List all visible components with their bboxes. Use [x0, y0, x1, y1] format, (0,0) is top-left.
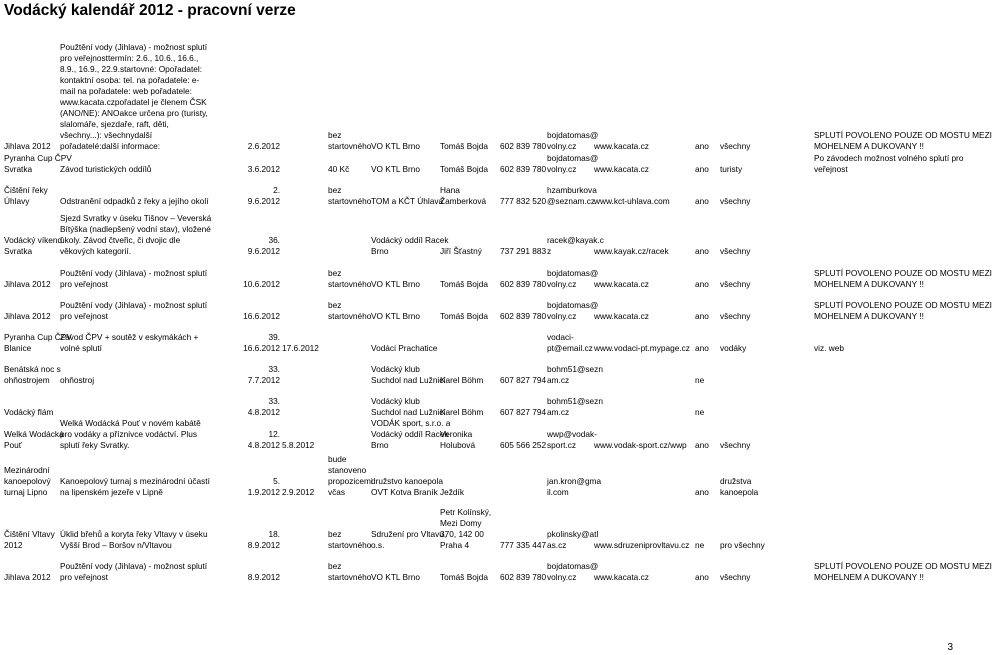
cell-d1: 8.9.2012	[247, 572, 280, 582]
cell-desc: Kanoepolový turnaj s mezinárodní účastí	[60, 476, 210, 486]
cell-desc: kontaktní osoba: tel. na pořadatele: e-	[60, 75, 200, 85]
cell-ano: ano	[695, 164, 709, 174]
cell-desc: Welká Wodácká Pouť v novém kabátě	[60, 418, 201, 428]
cell-for: všechny	[720, 246, 751, 256]
page-title: Vodácký kalendář 2012 - pracovní verze	[4, 2, 296, 19]
cell-ano: ano	[695, 487, 709, 497]
cell-d1: 4.8.2012	[247, 440, 280, 450]
cell-web: www.kayak.cz/racek	[594, 246, 669, 256]
cell-place: kanoepolový	[4, 476, 51, 486]
cell-desc: slalomáře, sjezdaře, raft, děti,	[60, 119, 169, 129]
cell-desc: mail na pořadatele: web pořadatele:	[60, 86, 192, 96]
cell-org: TOM a KČT Úhlava	[371, 196, 444, 206]
cell-email: pt@email.cz	[547, 343, 593, 353]
cell-org: VO KTL Brno	[371, 141, 421, 151]
cell-d1: 5.	[273, 476, 280, 486]
cell-person: Mezi Domy	[440, 518, 482, 528]
cell-note: SPLUTÍ POVOLENO POUZE OD MOSTU MEZI	[814, 268, 992, 278]
cell-phone: 737 291 883	[500, 246, 547, 256]
cell-fee: bez	[328, 185, 342, 195]
cell-person: Tomáš Bojda	[440, 164, 488, 174]
cell-place: Čištění řeky	[4, 185, 48, 195]
cell-org: Sdružení pro Vltavu,	[371, 529, 447, 539]
cell-fee: bez	[328, 529, 342, 539]
cell-person: 370, 142 00	[440, 529, 484, 539]
cell-place: Benátská noc s	[4, 364, 61, 374]
cell-email: bojdatomas@	[547, 561, 599, 571]
cell-org: VODÁK sport, s.r.o. a	[371, 418, 451, 428]
cell-desc: ohňostroj	[60, 375, 95, 385]
cell-for: všechny	[720, 311, 751, 321]
cell-for: všechny	[720, 440, 751, 450]
cell-place: Svratka	[4, 246, 33, 256]
cell-person: Petr Kolínský,	[440, 507, 492, 517]
cell-ano: ano	[695, 196, 709, 206]
cell-phone: 602 839 780	[500, 164, 547, 174]
cell-email: bohm51@sezn	[547, 396, 603, 406]
cell-email: volny.cz	[547, 311, 577, 321]
cell-desc: pro veřejnosttermín: 2.6., 10.6., 16.6.,	[60, 53, 199, 63]
cell-phone: 602 839 780	[500, 141, 547, 151]
cell-email: as.cz	[547, 540, 567, 550]
cell-org: OVT Kotva Braník	[371, 487, 438, 497]
cell-web: www.kacata.cz	[594, 141, 649, 151]
cell-place: Jihlava 2012	[4, 279, 51, 289]
cell-d1: 16.6.2012	[243, 311, 280, 321]
cell-d1: 4.8.2012	[247, 407, 280, 417]
cell-ano: ano	[695, 440, 709, 450]
cell-note: SPLUTÍ POVOLENO POUZE OD MOSTU MEZI	[814, 561, 992, 571]
cell-web: www.sdruzeniprovltavu.cz	[594, 540, 690, 550]
cell-email: z	[547, 246, 552, 256]
cell-person: Veronika	[440, 429, 473, 439]
cell-person: Tomáš Bojda	[440, 311, 488, 321]
cell-phone: 777 335 447	[500, 540, 547, 550]
cell-d1: 2.	[273, 185, 280, 195]
cell-for: všechny	[720, 279, 751, 289]
cell-for: všechny	[720, 141, 751, 151]
cell-desc: (ANO/NE): ANOakce určena pro (turisty,	[60, 108, 208, 118]
cell-desc: pro veřejnost	[60, 572, 108, 582]
cell-note: viz. web	[814, 343, 844, 353]
cell-note: SPLUTÍ POVOLENO POUZE OD MOSTU MEZI	[814, 300, 992, 310]
cell-email: racek@kayak.c	[547, 235, 604, 245]
cell-note: MOHELNEM A DUKOVANY !!	[814, 141, 924, 151]
cell-fee: startovného	[328, 279, 372, 289]
cell-email: bojdatomas@	[547, 130, 599, 140]
cell-place: Svratka	[4, 164, 33, 174]
cell-place: Vodácký flám	[4, 407, 54, 417]
cell-person: Jiří Šťastný	[440, 246, 482, 256]
cell-phone: 777 832 520	[500, 196, 547, 206]
cell-email: bohm51@sezn	[547, 364, 603, 374]
cell-place: Vodácký víkend	[4, 235, 63, 245]
cell-person: Tomáš Bojda	[440, 279, 488, 289]
cell-web: www.kacata.cz	[594, 279, 649, 289]
cell-for: družstva	[720, 476, 752, 486]
cell-person: Tomáš Bojda	[440, 141, 488, 151]
cell-fee: startovného	[328, 141, 372, 151]
cell-desc: všechny...): všechnydalší	[60, 130, 153, 140]
cell-fee: bez	[328, 130, 342, 140]
cell-desc: věkových kategorií.	[60, 246, 132, 256]
cell-org: o.s.	[371, 540, 385, 550]
cell-org: Brno	[371, 246, 389, 256]
cell-email: hzamburkova	[547, 185, 597, 195]
cell-org: VO KTL Brno	[371, 279, 421, 289]
cell-d1: 3.6.2012	[247, 164, 280, 174]
cell-email: bojdatomas@	[547, 300, 599, 310]
cell-web: www.vodaci-pt.mypage.cz	[594, 343, 690, 353]
cell-org: družstvo kanoepola	[371, 476, 443, 486]
cell-phone: 602 839 780	[500, 311, 547, 321]
cell-person: Karel Böhm	[440, 375, 484, 385]
cell-note: Po závodech možnost volného splutí pro	[814, 153, 964, 163]
cell-d1: 10.6.2012	[243, 279, 280, 289]
cell-d1: 9.6.2012	[247, 196, 280, 206]
cell-desc: Použtění vody (Jihlava) - možnost splutí	[60, 300, 208, 310]
cell-person: Hana	[440, 185, 460, 195]
cell-email: volny.cz	[547, 141, 577, 151]
cell-email: vodaci-	[547, 332, 574, 342]
cell-phone: 605 566 252	[500, 440, 547, 450]
cell-for: turisty	[720, 164, 743, 174]
cell-email: volny.cz	[547, 279, 577, 289]
cell-person: Holubová	[440, 440, 476, 450]
cell-desc: pro veřejnost	[60, 311, 108, 321]
cell-email: wwp@vodak-	[547, 429, 597, 439]
cell-desc: pořadatelé:další informace:	[60, 141, 161, 151]
cell-web: www.kacata.cz	[594, 311, 649, 321]
cell-for: vodáky	[720, 343, 747, 353]
cell-d1: 7.7.2012	[247, 375, 280, 385]
cell-email: am.cz	[547, 407, 570, 417]
cell-place: Mezinárodní	[4, 465, 50, 475]
cell-for: pro všechny	[720, 540, 765, 550]
cell-desc: na lipenském jezeře v Lipně	[60, 487, 163, 497]
cell-email: bojdatomas@	[547, 153, 599, 163]
cell-phone: 607 827 794	[500, 407, 547, 417]
cell-phone: 602 839 780	[500, 572, 547, 582]
cell-place: Jihlava 2012	[4, 311, 51, 321]
cell-org: Vodáci Prachatice	[371, 343, 438, 353]
cell-note: SPLUTÍ POVOLENO POUZE OD MOSTU MEZI	[814, 130, 992, 140]
cell-person: Žamberková	[440, 196, 487, 206]
cell-desc: www.kacata.czpořadatel je členem ČSK	[60, 97, 207, 107]
cell-note: MOHELNEM A DUKOVANY !!	[814, 572, 924, 582]
cell-desc: Použtění vody (Jihlava) - možnost splutí	[60, 561, 208, 571]
cell-email: pkolinsky@atl	[547, 529, 599, 539]
cell-desc: Úklid břehů a koryta řeky Vltavy v úseku	[60, 529, 208, 539]
cell-email: sport.cz	[547, 440, 577, 450]
cell-org: Suchdol nad Lužnicí	[371, 375, 446, 385]
cell-d1: 2.6.2012	[247, 141, 280, 151]
cell-fee: startovného	[328, 311, 372, 321]
cell-place: Úhlavy	[4, 196, 30, 206]
cell-org: Vodácký oddíl Racek	[371, 429, 449, 439]
cell-org: Brno	[371, 440, 389, 450]
cell-d1: 33.	[268, 396, 280, 406]
cell-d1: 33.	[268, 364, 280, 374]
cell-phone: 607 827 794	[500, 375, 547, 385]
cell-person: Praha 4	[440, 540, 470, 550]
cell-fee: 40 Kč	[328, 164, 350, 174]
cell-place: Pouť	[4, 440, 22, 450]
cell-email: volny.cz	[547, 572, 577, 582]
cell-ano: ne	[695, 540, 705, 550]
cell-desc: Použtění vody (Jihlava) - možnost splutí	[60, 268, 208, 278]
cell-note: veřejnost	[814, 164, 848, 174]
cell-org: Vodácký klub	[371, 396, 420, 406]
cell-web: www.kacata.cz	[594, 164, 649, 174]
cell-place: Čištění Vltavy	[4, 529, 55, 539]
cell-desc: Odstranění odpadků z řeky a jejího okolí	[60, 196, 209, 206]
cell-place: ohňostrojem	[4, 375, 50, 385]
cell-note: MOHELNEM A DUKOVANY !!	[814, 279, 924, 289]
cell-desc: Použtění vody (Jihlava) - možnost splutí	[60, 42, 208, 52]
cell-fee: startovného	[328, 196, 372, 206]
cell-fee: včas	[328, 487, 346, 497]
cell-org: VO KTL Brno	[371, 311, 421, 321]
cell-ano: ne	[695, 375, 705, 385]
cell-email: bojdatomas@	[547, 268, 599, 278]
cell-place: Jihlava 2012	[4, 572, 51, 582]
cell-web: www.vodak-sport.cz/wwp	[594, 440, 687, 450]
cell-fee: bez	[328, 268, 342, 278]
cell-desc: Závod ČPV + soutěž v eskymákách +	[60, 332, 199, 342]
cell-fee: bez	[328, 561, 342, 571]
cell-email: il.com	[547, 487, 569, 497]
cell-fee: propozicemi	[328, 476, 373, 486]
cell-desc: úkoly. Závod čtveřic, či dvojic dle	[60, 235, 181, 245]
cell-for: všechny	[720, 196, 751, 206]
cell-ano: ano	[695, 311, 709, 321]
cell-fee: bez	[328, 300, 342, 310]
cell-d1: 1.9.2012	[247, 487, 280, 497]
cell-fee: stanoveno	[328, 465, 367, 475]
cell-desc: 8.9., 16.9., 22.9.startovné: Opořadatel:	[60, 64, 203, 74]
cell-place: Jihlava 2012	[4, 141, 51, 151]
cell-place: Blanice	[4, 343, 32, 353]
cell-d1: 39.	[268, 332, 280, 342]
cell-place: Pyranha Cup ČPV	[4, 332, 72, 342]
cell-desc: Závod turistických oddílů	[60, 164, 152, 174]
cell-d1: 9.6.2012	[247, 246, 280, 256]
cell-d1: 16.6.2012	[243, 343, 280, 353]
cell-email: volny.cz	[547, 164, 577, 174]
cell-d1: 18.	[268, 529, 280, 539]
cell-note: MOHELNEM A DUKOVANY !!	[814, 311, 924, 321]
cell-d2: 17.6.2012	[282, 343, 319, 353]
cell-place: Welká Wodácká	[4, 429, 64, 439]
cell-ano: ano	[695, 572, 709, 582]
cell-web: www.kacata.cz	[594, 572, 649, 582]
cell-person: Tomáš Bojda	[440, 572, 488, 582]
cell-d1: 36.	[268, 235, 280, 245]
cell-for: všechny	[720, 572, 751, 582]
cell-desc: pro veřejnost	[60, 279, 108, 289]
cell-desc: Vyšší Brod – Boršov n/Vltavou	[60, 540, 172, 550]
cell-desc: pro vodáky a příznivce vodáctví. Plus	[60, 429, 197, 439]
cell-place: Pyranha Cup ČPV	[4, 153, 72, 163]
cell-desc: splutí řeky Svratky.	[60, 440, 130, 450]
cell-desc: volné splutí	[60, 343, 102, 353]
cell-person: Karel Böhm	[440, 407, 484, 417]
cell-phone: 602 839 780	[500, 279, 547, 289]
cell-ano: ano	[695, 279, 709, 289]
cell-ano: ano	[695, 343, 709, 353]
cell-desc: Bítýška (nadlepšený vodní stav), vložené	[60, 224, 211, 234]
cell-person: Ježdík	[440, 487, 464, 497]
cell-place: 2012	[4, 540, 23, 550]
cell-for: kanoepola	[720, 487, 759, 497]
cell-ano: ano	[695, 141, 709, 151]
cell-d2: 5.8.2012	[282, 440, 315, 450]
cell-org: Suchdol nad Lužnicí	[371, 407, 446, 417]
cell-org: VO KTL Brno	[371, 572, 421, 582]
cell-d1: 12.	[268, 429, 280, 439]
cell-email: jan.kron@gma	[547, 476, 602, 486]
cell-d1: 8.9.2012	[247, 540, 280, 550]
cell-org: Vodácký klub	[371, 364, 420, 374]
cell-fee: startovného	[328, 572, 372, 582]
page-number: 3	[947, 642, 953, 653]
cell-desc: Sjezd Svratky v úseku Tišnov – Veverská	[60, 213, 212, 223]
cell-web: www.kct-uhlava.com	[594, 196, 670, 206]
cell-org: VO KTL Brno	[371, 164, 421, 174]
cell-d2: 2.9.2012	[282, 487, 315, 497]
cell-place: turnaj Lipno	[4, 487, 48, 497]
cell-email: @seznam.cz	[547, 196, 596, 206]
cell-email: am.cz	[547, 375, 570, 385]
cell-ano: ano	[695, 246, 709, 256]
cell-ano: ne	[695, 407, 705, 417]
cell-fee: bude	[328, 454, 347, 464]
cell-fee: startovného	[328, 540, 372, 550]
cell-org: Vodácký oddíl Racek	[371, 235, 449, 245]
